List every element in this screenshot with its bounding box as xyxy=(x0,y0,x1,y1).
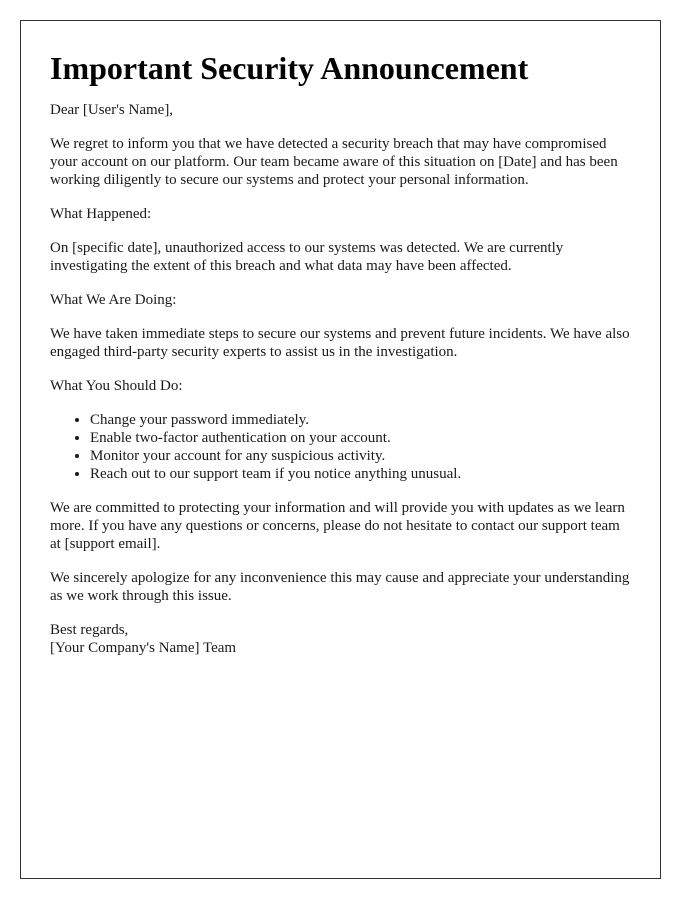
greeting: Dear [User's Name], xyxy=(50,102,174,118)
action-list-item: • Reach out to our support team if you notice anything unusual. xyxy=(90,465,631,483)
action-list-item: • Monitor your account for any suspicious activity. xyxy=(90,447,631,465)
letter-container xyxy=(20,20,661,879)
signoff xyxy=(50,621,631,657)
letter-title: Important Security Announcement xyxy=(50,50,529,86)
section-body-what-happened: On [specific date], unauthorized access to our systems was detected. We are currently investigating the extent of this breach and what data may have been affected. xyxy=(50,240,564,274)
action-list xyxy=(50,411,631,483)
closing: Best regards, xyxy=(50,622,129,638)
apology-paragraph: We sincerely apologize for any inconvenience this may cause and appreciate your understanding as we work through this issue. xyxy=(50,570,630,604)
intro-paragraph: We regret to inform you that we have detected a security breach that may have compromised your account on our platform. Our team became aware of this situation on [Date] and has been working diligently to secure our systems and protect your personal information. xyxy=(50,136,618,188)
commitment-paragraph: We are committed to protecting your information and will provide you with updates as we learn more. If you have any questions or concerns, please do not hesitate to contact our support team at [support email]. xyxy=(50,500,625,552)
action-list-item: • Enable two-factor authentication on your account. xyxy=(90,429,631,447)
section-heading-what-we-are-doing: What We Are Doing: xyxy=(50,292,177,308)
section-heading-what-you-should-do: What You Should Do: xyxy=(50,378,183,394)
section-heading-what-happened: What Happened: xyxy=(50,206,152,222)
signature: [Your Company's Name] Team xyxy=(50,640,237,656)
section-body-what-we-are-doing: We have taken immediate steps to secure our systems and prevent future incidents. We have also engaged third-party security experts to assist us in the investigation. xyxy=(50,326,630,360)
action-list-item: • Change your password immediately. xyxy=(90,411,631,429)
